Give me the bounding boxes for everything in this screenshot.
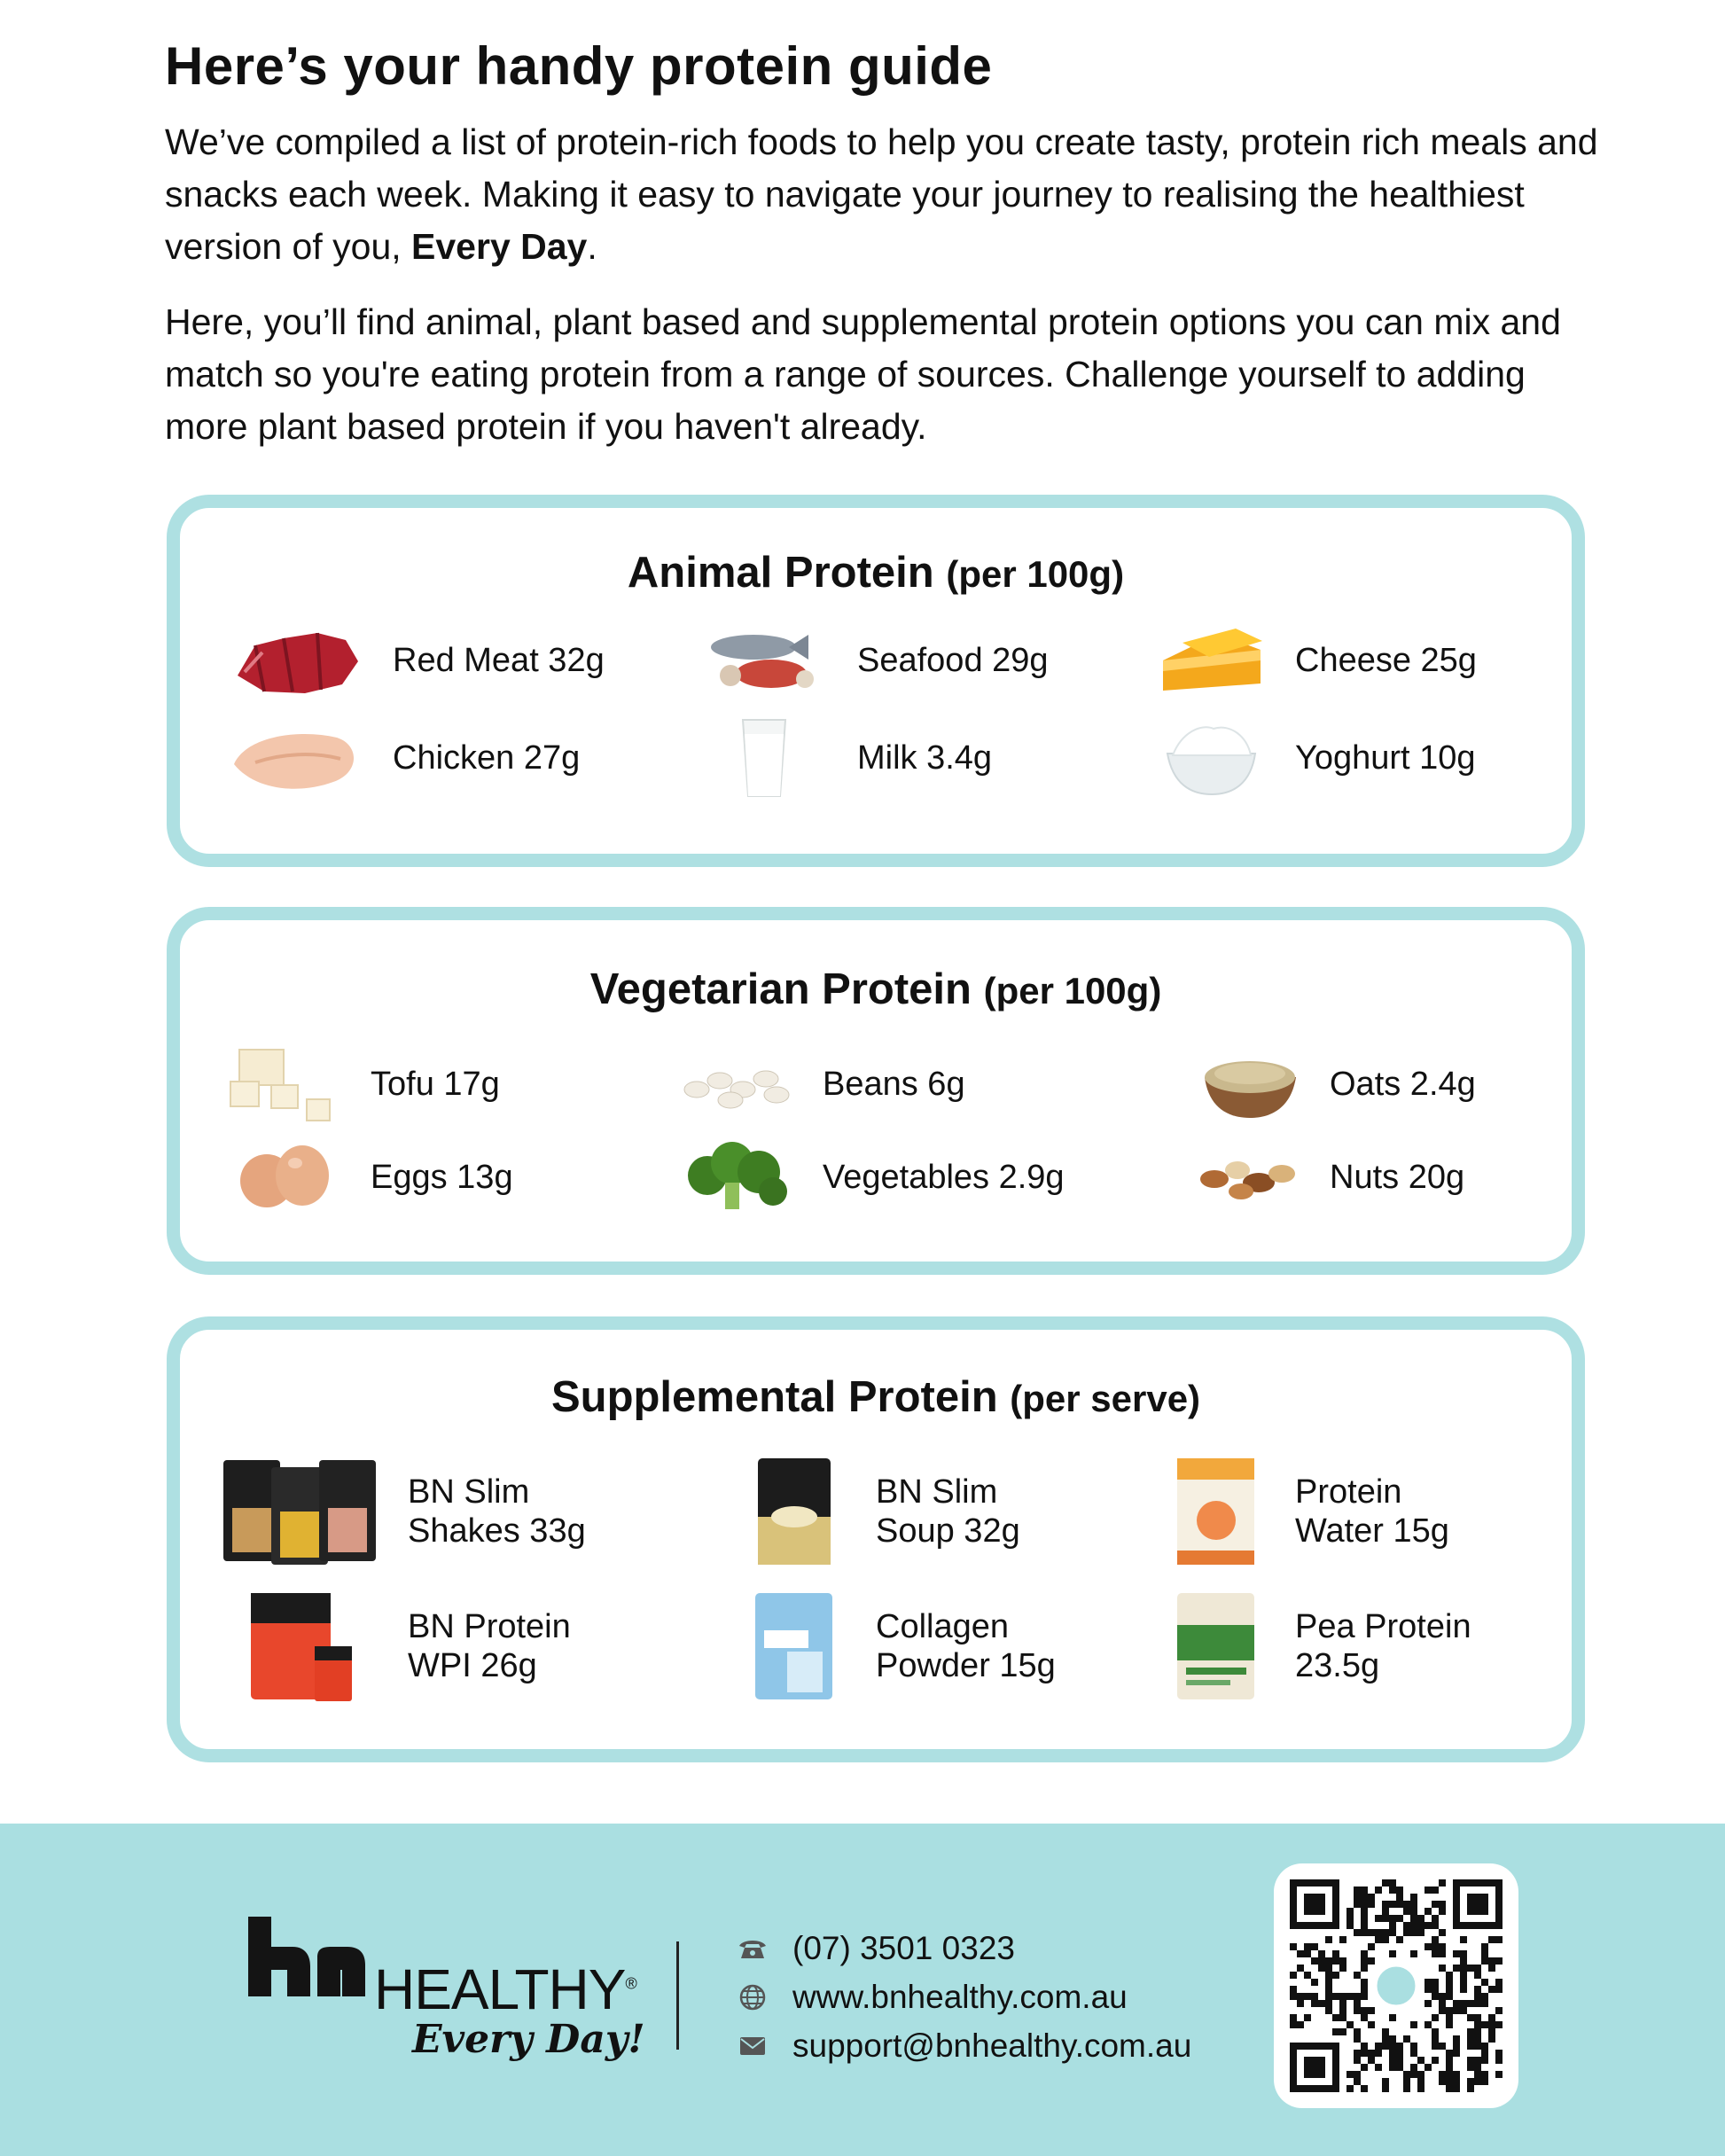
food-item-oats: [1197, 1040, 1596, 1129]
food-label: Tofu 17g: [371, 1066, 500, 1103]
intro-paragraph-1: [165, 116, 1601, 273]
bn-slim-shakes-icon: [217, 1454, 381, 1569]
seafood-icon: [698, 616, 831, 705]
intro-text: We’ve compiled a list of protein-rich foods to help you create tasty, protein rich meals and snacks each week. Making it easy to navigate your journey to realising the healthiest version of you,: [165, 121, 1598, 267]
bn-protein-wpi-icon: [217, 1589, 381, 1704]
logo-tagline: Every Day!: [412, 2017, 645, 2062]
product-item-bn-protein-wpi: [217, 1589, 674, 1704]
food-item-seafood: [698, 616, 1150, 705]
intro-text-end: .: [587, 226, 597, 267]
bn-logo-mark: [248, 1913, 365, 2011]
supplemental-title-text: Supplemental Protein: [550, 1373, 998, 1421]
vegetarian-card-title: [180, 965, 1572, 1014]
food-label: Eggs 13g: [371, 1159, 513, 1196]
yoghurt-icon: [1153, 714, 1268, 802]
tofu-icon: [224, 1040, 344, 1129]
product-label: Pea Protein 23.5g: [1295, 1608, 1471, 1684]
phone-number[interactable]: (07) 3501 0323: [792, 1930, 1015, 1966]
food-item-red-meat: [224, 616, 676, 705]
animal-card-title: [180, 548, 1572, 598]
animal-title-text: Animal Protein: [627, 549, 934, 597]
vegetarian-protein-card: [167, 907, 1585, 1275]
bn-slim-soup-icon: [738, 1454, 849, 1569]
registered-mark: ®: [625, 1974, 636, 1993]
qr-code-pattern: [1274, 1863, 1518, 2108]
vegetarian-qualifier: (per 100g): [983, 970, 1162, 1012]
food-item-yoghurt: [1153, 714, 1561, 802]
food-label: Chicken 27g: [393, 739, 581, 777]
website-link[interactable]: www.bnhealthy.com.au: [792, 1979, 1128, 2015]
product-item-collagen-powder: [738, 1589, 1142, 1704]
eggs-icon: [224, 1133, 344, 1222]
vegetarian-title-text: Vegetarian Protein: [589, 965, 972, 1013]
food-item-nuts: [1197, 1133, 1596, 1222]
food-item-chicken: [224, 714, 676, 802]
pea-protein-icon: [1162, 1589, 1268, 1704]
phone-icon: [738, 1937, 768, 1960]
supplemental-card-title: [180, 1372, 1572, 1422]
food-item-cheese: [1153, 616, 1561, 705]
food-item-beans: [676, 1040, 1106, 1129]
protein-water-icon: [1162, 1454, 1268, 1569]
qr-code[interactable]: [1274, 1863, 1518, 2108]
contact-website: [738, 1979, 1128, 2016]
footer-divider: [676, 1941, 679, 2050]
red-meat-icon: [224, 616, 366, 705]
product-item-protein-water: [1162, 1454, 1561, 1569]
logo-wordmark: [374, 1957, 636, 2022]
intro-paragraph-2: Here, you’ll find animal, plant based and supplemental protein options you can mix and match so you're eating protein from a range of sources. Challenge yourself to adding more plant based protein if you haven't already.: [165, 301, 1561, 447]
animal-protein-card: [167, 495, 1585, 867]
cheese-icon: [1153, 616, 1268, 705]
food-item-eggs: [224, 1133, 636, 1222]
supplemental-protein-card: [167, 1316, 1585, 1762]
food-label: Cheese 25g: [1295, 642, 1477, 679]
page-title: Here’s your handy protein guide: [165, 36, 993, 96]
intro-section: [165, 35, 1601, 476]
supplemental-qualifier: (per serve): [1010, 1378, 1201, 1419]
envelope-icon: [738, 2036, 768, 2056]
product-label: BN Slim Shakes 33g: [408, 1473, 586, 1550]
product-item-pea-protein: [1162, 1589, 1561, 1704]
product-label: Protein Water 15g: [1295, 1473, 1449, 1550]
food-item-tofu: [224, 1040, 636, 1129]
product-item-bn-slim-soup: [738, 1454, 1142, 1569]
milk-icon: [698, 714, 831, 802]
product-label: BN Slim Soup 32g: [876, 1473, 1020, 1550]
collagen-powder-icon: [738, 1589, 849, 1704]
contact-email: [738, 2027, 1191, 2065]
chicken-icon: [224, 714, 366, 802]
food-item-vegetables: [676, 1133, 1124, 1222]
product-label: BN Protein WPI 26g: [408, 1608, 571, 1684]
email-link[interactable]: support@bnhealthy.com.au: [792, 2027, 1192, 2064]
product-item-bn-slim-shakes: [217, 1454, 674, 1569]
beans-icon: [676, 1040, 796, 1129]
nuts-icon: [1197, 1133, 1303, 1222]
product-label: Collagen Powder 15g: [876, 1608, 1056, 1684]
contact-phone: [738, 1930, 1015, 1967]
food-label: Seafood 29g: [857, 642, 1049, 679]
food-label: Beans 6g: [823, 1066, 965, 1103]
broccoli-icon: [676, 1133, 796, 1222]
animal-qualifier: (per 100g): [946, 553, 1125, 595]
food-label: Milk 3.4g: [857, 739, 993, 777]
food-label: Nuts 20g: [1330, 1159, 1465, 1196]
food-label: Red Meat 32g: [393, 642, 605, 679]
logo-word-text: HEALTHY: [374, 1957, 626, 2021]
food-label: Vegetables 2.9g: [823, 1159, 1065, 1196]
food-item-milk: [698, 714, 1150, 802]
food-label: Oats 2.4g: [1330, 1066, 1476, 1103]
every-day-emphasis: Every Day: [411, 226, 588, 267]
oats-icon: [1197, 1040, 1303, 1129]
food-label: Yoghurt 10g: [1295, 739, 1476, 777]
globe-icon: [738, 1984, 768, 2011]
